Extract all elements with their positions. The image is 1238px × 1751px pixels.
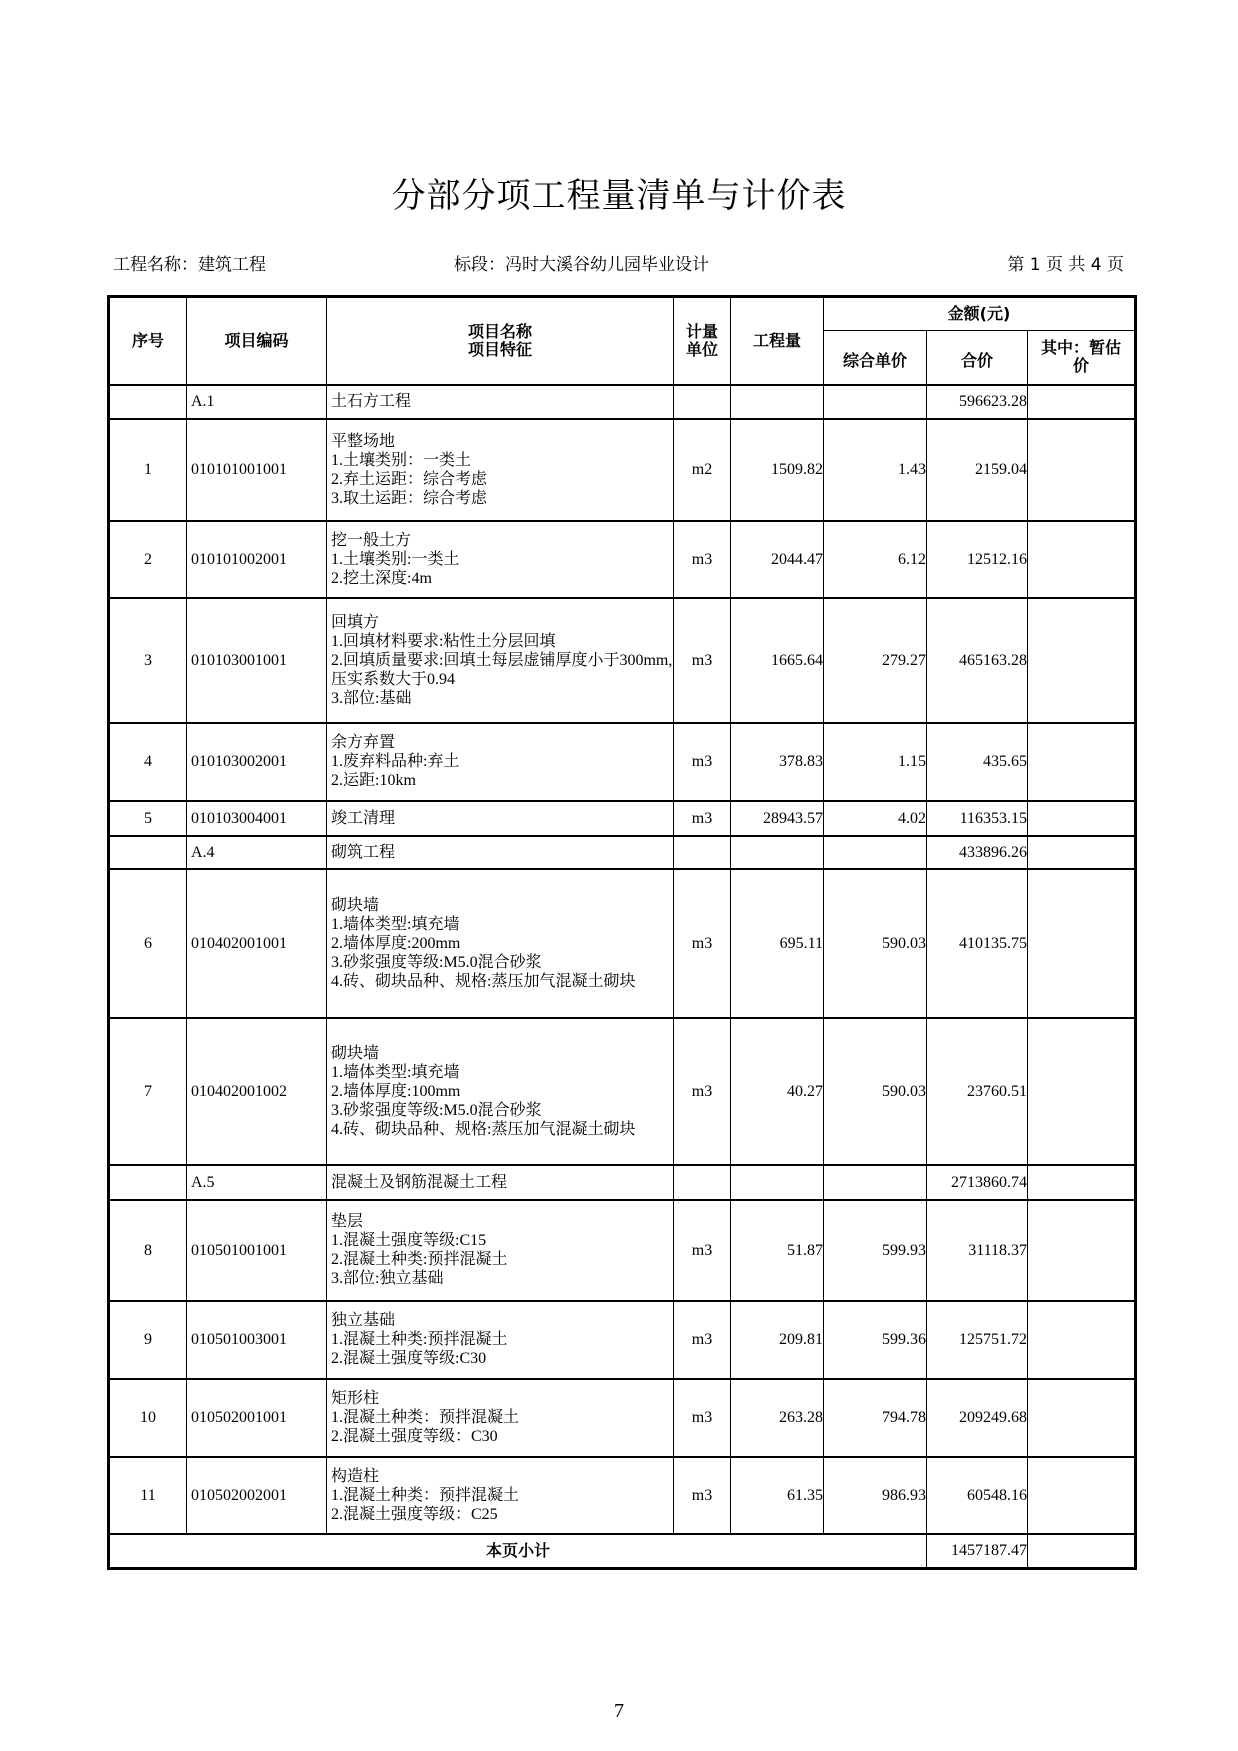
row-seq: 3 (109, 598, 187, 723)
header-seq: 序号 (109, 297, 187, 385)
row-code: 010402001001 (187, 869, 327, 1018)
item-feature: 3.部位:基础 (331, 689, 412, 707)
row-name-features (327, 598, 674, 723)
row-total: 435.65 (927, 723, 1028, 801)
row-provisional (1028, 1200, 1136, 1301)
row-unit: m3 (674, 1457, 731, 1534)
row-code: A.5 (187, 1165, 327, 1200)
row-unit-price: 6.12 (824, 521, 927, 598)
row-qty: 263.28 (731, 1379, 824, 1457)
row-qty: 28943.57 (731, 801, 824, 836)
item-feature: 2.混凝土种类:预拌混凝土 (331, 1251, 508, 1268)
row-total: 596623.28 (927, 385, 1028, 419)
row-code: 010502002001 (187, 1457, 327, 1534)
row-total: 116353.15 (927, 801, 1028, 836)
row-name-features (327, 521, 674, 598)
project-name: 工程名称：建筑工程 (113, 255, 266, 275)
header-total: 合价 (927, 331, 1028, 385)
header-amount: 金额(元) (824, 297, 1136, 331)
row-unit-price: 986.93 (824, 1457, 927, 1534)
row-name-features (327, 1200, 674, 1301)
header-code: 项目编码 (187, 297, 327, 385)
row-seq: 7 (109, 1018, 187, 1165)
row-unit: m3 (674, 801, 731, 836)
row-total: 2159.04 (927, 419, 1028, 521)
row-code: A.1 (187, 385, 327, 419)
item-feature: 3.取土运距：综合考虑 (331, 489, 488, 507)
row-unit: m3 (674, 598, 731, 723)
item-feature: 4.砖、砌块品种、规格:蒸压加气混凝土砌块 (331, 1120, 636, 1138)
item-name: 回填方 (331, 613, 380, 631)
row-unit-price: 590.03 (824, 869, 927, 1018)
row-qty: 1509.82 (731, 419, 824, 521)
item-name: 独立基础 (331, 1312, 396, 1329)
subtotal-value: 1457187.47 (927, 1534, 1028, 1569)
row-unit-price (824, 1165, 927, 1200)
item-name: 余方弃置 (331, 734, 396, 751)
row-unit-price: 590.03 (824, 1018, 927, 1165)
row-total: 23760.51 (927, 1018, 1028, 1165)
row-name-features (327, 1457, 674, 1534)
item-feature: 2.回填质量要求:回填土每层虚铺厚度小于300mm,压实系数大于0.94 (331, 651, 673, 688)
row-seq: 4 (109, 723, 187, 801)
row-qty (731, 1165, 824, 1200)
item-feature: 1.回填材料要求:粘性土分层回填 (331, 632, 556, 650)
row-unit-price (824, 385, 927, 419)
row-total: 12512.16 (927, 521, 1028, 598)
row-code: 010502001001 (187, 1379, 327, 1457)
row-code: 010103001001 (187, 598, 327, 723)
header-name-feature: 项目名称 项目特征 (327, 297, 674, 385)
row-qty (731, 385, 824, 419)
item-feature: 1.废弃料品种:弃土 (331, 753, 460, 770)
item-feature: 3.部位:独立基础 (331, 1270, 444, 1287)
row-qty: 1665.64 (731, 598, 824, 723)
item-feature: 2.运距:10km (331, 772, 416, 789)
item-feature: 1.土壤类别：一类土 (331, 451, 472, 469)
row-seq: 6 (109, 869, 187, 1018)
row-unit (674, 1165, 731, 1200)
row-code: 010101001001 (187, 419, 327, 521)
bill-of-quantities-table (107, 295, 1137, 1570)
header-qty: 工程量 (731, 297, 824, 385)
table-row (109, 1018, 1136, 1165)
page-indicator: 第 1 页 共 4 页 (1007, 255, 1124, 275)
row-total: 410135.75 (927, 869, 1028, 1018)
item-feature: 1.土壤类别:一类土 (331, 550, 460, 568)
row-total: 60548.16 (927, 1457, 1028, 1534)
item-feature: 4.砖、砌块品种、规格:蒸压加气混凝土砌块 (331, 972, 636, 990)
row-total: 465163.28 (927, 598, 1028, 723)
item-name: 矩形柱 (331, 1390, 380, 1407)
row-unit-price: 1.43 (824, 419, 927, 521)
table-row (109, 598, 1136, 723)
item-feature: 1.混凝土种类：预拌混凝土 (331, 1486, 520, 1504)
row-total: 209249.68 (927, 1379, 1028, 1457)
row-provisional (1028, 836, 1136, 869)
row-total: 31118.37 (927, 1200, 1028, 1301)
row-qty: 695.11 (731, 869, 824, 1018)
row-total: 125751.72 (927, 1301, 1028, 1379)
row-code: 010501003001 (187, 1301, 327, 1379)
header-provisional: 其中：暂估 价 (1028, 331, 1136, 385)
item-feature: 3.砂浆强度等级:M5.0混合砂浆 (331, 953, 542, 971)
table-row (109, 1457, 1136, 1534)
item-name: 挖一般土方 (331, 531, 412, 549)
section-name: 标段：冯时大溪谷幼儿园毕业设计 (454, 255, 709, 275)
item-feature: 1.混凝土种类：预拌混凝土 (331, 1409, 520, 1426)
row-provisional (1028, 1457, 1136, 1534)
row-name-features (327, 801, 674, 836)
item-feature: 2.墙体厚度:200mm (331, 934, 461, 952)
row-seq (109, 836, 187, 869)
subtotal-label: 本页小计 (109, 1534, 927, 1569)
row-code: 010103004001 (187, 801, 327, 836)
row-unit-price: 599.36 (824, 1301, 927, 1379)
row-unit: m2 (674, 419, 731, 521)
row-seq: 5 (109, 801, 187, 836)
row-unit: m3 (674, 869, 731, 1018)
row-unit-price (824, 836, 927, 869)
item-name: 砌块墙 (331, 896, 380, 914)
row-seq: 8 (109, 1200, 187, 1301)
row-seq: 10 (109, 1379, 187, 1457)
item-feature: 2.墙体厚度:100mm (331, 1082, 461, 1100)
row-total: 2713860.74 (927, 1165, 1028, 1200)
row-code: 010402001002 (187, 1018, 327, 1165)
row-qty: 61.35 (731, 1457, 824, 1534)
table-row (109, 801, 1136, 836)
row-seq: 11 (109, 1457, 187, 1534)
item-feature: 3.砂浆强度等级:M5.0混合砂浆 (331, 1101, 542, 1119)
row-provisional (1028, 1301, 1136, 1379)
row-name-features (327, 385, 674, 419)
item-name: 平整场地 (331, 432, 396, 450)
row-name-features (327, 1165, 674, 1200)
row-provisional (1028, 801, 1136, 836)
row-name-features (327, 1301, 674, 1379)
row-unit: m3 (674, 1200, 731, 1301)
item-name: 土石方工程 (331, 393, 412, 410)
table-row (109, 723, 1136, 801)
row-name-features (327, 1018, 674, 1165)
item-feature: 2.混凝土强度等级：C25 (331, 1505, 498, 1523)
row-code: 010101002001 (187, 521, 327, 598)
row-unit: m3 (674, 1018, 731, 1165)
row-unit-price: 4.02 (824, 801, 927, 836)
row-provisional (1028, 723, 1136, 801)
row-unit-price: 279.27 (824, 598, 927, 723)
row-unit (674, 385, 731, 419)
row-qty (731, 836, 824, 869)
row-unit: m3 (674, 521, 731, 598)
row-seq: 9 (109, 1301, 187, 1379)
section-row (109, 1165, 1136, 1200)
row-provisional (1028, 419, 1136, 521)
row-name-features (327, 723, 674, 801)
item-feature: 2.混凝土强度等级：C30 (331, 1428, 498, 1445)
row-qty: 2044.47 (731, 521, 824, 598)
item-feature: 1.墙体类型:填充墙 (331, 915, 460, 933)
row-name-features (327, 419, 674, 521)
row-seq: 1 (109, 419, 187, 521)
row-seq (109, 385, 187, 419)
table-row (109, 1379, 1136, 1457)
table-row (109, 419, 1136, 521)
page-number: 7 (614, 1700, 624, 1722)
row-unit: m3 (674, 723, 731, 801)
row-name-features (327, 869, 674, 1018)
item-name: 构造柱 (331, 1467, 380, 1485)
row-seq: 2 (109, 521, 187, 598)
item-feature: 1.墙体类型:填充墙 (331, 1063, 460, 1081)
row-provisional (1028, 869, 1136, 1018)
item-feature: 2.挖土深度:4m (331, 569, 432, 587)
row-unit-price: 794.78 (824, 1379, 927, 1457)
row-unit-price: 599.93 (824, 1200, 927, 1301)
row-provisional (1028, 1018, 1136, 1165)
item-feature: 2.弃土运距：综合考虑 (331, 470, 488, 488)
row-unit: m3 (674, 1301, 731, 1379)
row-code: 010501001001 (187, 1200, 327, 1301)
row-qty: 209.81 (731, 1301, 824, 1379)
row-unit (674, 836, 731, 869)
item-name: 砌块墙 (331, 1044, 380, 1062)
row-name-features (327, 1379, 674, 1457)
row-name-features (327, 836, 674, 869)
row-provisional (1028, 1379, 1136, 1457)
item-name: 垫层 (331, 1213, 364, 1230)
table-row (109, 1200, 1136, 1301)
item-feature: 2.混凝土强度等级:C30 (331, 1350, 487, 1367)
table-row (109, 1301, 1136, 1379)
item-name: 混凝土及钢筋混凝土工程 (331, 1173, 508, 1191)
row-qty: 40.27 (731, 1018, 824, 1165)
row-unit-price: 1.15 (824, 723, 927, 801)
row-seq (109, 1165, 187, 1200)
item-feature: 1.混凝土种类:预拌混凝土 (331, 1331, 508, 1348)
row-total: 433896.26 (927, 836, 1028, 869)
row-provisional (1028, 598, 1136, 723)
section-row (109, 836, 1136, 869)
row-provisional (1028, 385, 1136, 419)
item-feature: 1.混凝土强度等级:C15 (331, 1232, 487, 1249)
row-provisional (1028, 521, 1136, 598)
row-provisional (1028, 1165, 1136, 1200)
row-qty: 378.83 (731, 723, 824, 801)
section-row (109, 385, 1136, 419)
page-title: 分部分项工程量清单与计价表 (391, 176, 847, 216)
header-unit-price: 综合单价 (824, 331, 927, 385)
row-code: A.4 (187, 836, 327, 869)
table-row (109, 869, 1136, 1018)
header-unit: 计量 单位 (674, 297, 731, 385)
row-qty: 51.87 (731, 1200, 824, 1301)
item-name: 竣工清理 (331, 809, 396, 827)
item-name: 砌筑工程 (331, 843, 396, 861)
row-unit: m3 (674, 1379, 731, 1457)
row-code: 010103002001 (187, 723, 327, 801)
table-row (109, 521, 1136, 598)
